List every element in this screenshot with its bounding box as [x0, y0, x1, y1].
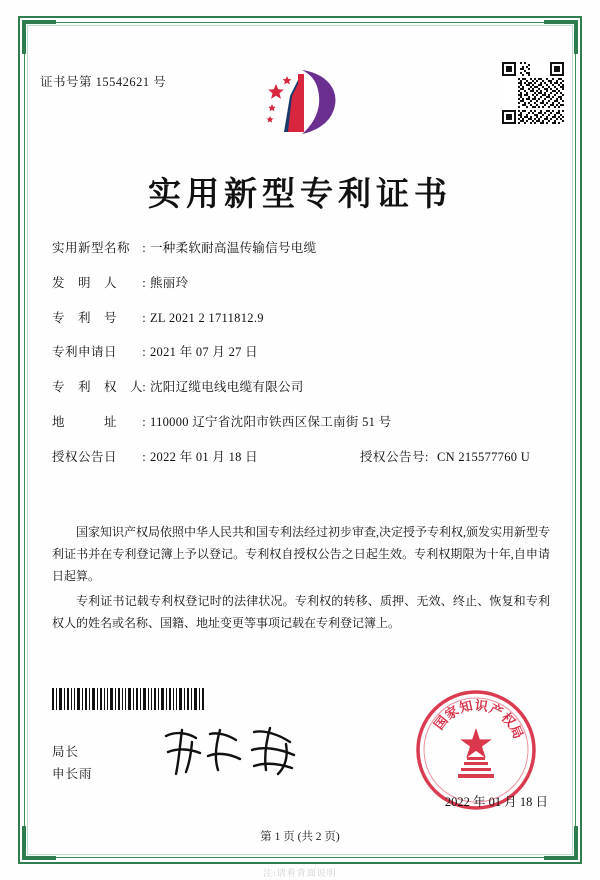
svg-text:权: 权 [498, 709, 519, 730]
signer-block [52, 742, 93, 786]
svg-text:国: 国 [431, 712, 451, 733]
field-label-address: 地 址 [52, 414, 118, 429]
field-value-invention-name: 一种柔软耐高温传输信号电缆 [150, 241, 317, 255]
svg-text:知: 知 [457, 697, 475, 716]
field-value-inventor: 熊丽玲 [150, 275, 189, 290]
legal-paragraph-2: 专利证书记载专利权登记时的法律状况。专利权的转移、质押、无效、终止、恢复和专利权人的姓名或名称、国籍、地址变更等事项记载在专利登记簿上。 [52, 593, 550, 630]
field-row-application-date [52, 344, 552, 360]
signer-role: 局长 [52, 745, 80, 759]
field-row-patent-number [52, 310, 552, 326]
field-value-address: 110000 辽宁省沈阳市铁西区保工南街 51 号 [150, 414, 392, 429]
legal-paragraph-1: 国家知识产权局依照中华人民共和国专利法经过初步审查,决定授予专利权,颁发实用新型专利证书并在专利登记簿上予以登记。专利权自授权公告之日起生效。专利权期限为十年,自申请日起算。 [52, 525, 551, 584]
field-label-grant-number: 授权公告号: [360, 449, 429, 464]
field-colon: : [142, 310, 146, 325]
svg-text:家: 家 [442, 702, 462, 723]
field-value-grant-date: 2022 年 01 月 18 日 [150, 449, 258, 464]
field-row-patentee [52, 379, 552, 395]
field-label-grant-date: 授权公告日 [52, 449, 118, 464]
field-label-patentee: 专 利 权 人 [52, 380, 144, 394]
field-value-patentee: 沈阳辽缆电线电缆有限公司 [150, 380, 304, 394]
field-colon: : [142, 449, 146, 464]
field-colon: : [142, 241, 146, 255]
field-label-inventor: 发 明 人 [52, 275, 118, 290]
field-colon: : [142, 345, 146, 360]
field-row-address [52, 414, 552, 430]
svg-text:局: 局 [507, 722, 527, 741]
field-value-grant-number: CN 215577760 U [436, 449, 531, 464]
field-value-patent-number: ZL 2021 2 1711812.9 [150, 310, 264, 325]
cnipa-logo-icon [246, 66, 356, 138]
field-label-patent-number: 专 利 号 [52, 310, 118, 325]
page-title: 实用新型专利证书 [148, 177, 452, 213]
corner-ornament-top-left [22, 20, 56, 54]
page-indicator: 第 1 页 (共 2 页) [260, 831, 340, 843]
field-label-invention-name: 实用新型名称 [52, 241, 131, 255]
field-colon: : [142, 414, 146, 429]
field-label-application-date: 专利申请日 [52, 345, 118, 360]
field-colon: : [142, 275, 146, 290]
field-list [52, 240, 552, 483]
footer-note: 注:请看背面说明 [263, 868, 337, 878]
field-row-invention-name [52, 240, 552, 256]
handwritten-signature-icon [158, 722, 308, 784]
seal-date: 2022 年 01 月 18 日 [444, 795, 548, 809]
certificate-number: 证书号第 15542621 号 [40, 75, 167, 89]
field-row-grant-announcement [52, 449, 552, 465]
legal-body-text [52, 521, 550, 636]
field-value-application-date: 2021 年 07 月 27 日 [150, 345, 258, 360]
svg-text:识: 识 [474, 697, 489, 715]
svg-text:产: 产 [486, 700, 506, 720]
field-row-inventor [52, 275, 552, 291]
qr-code-icon [502, 62, 564, 124]
barcode-icon [52, 688, 204, 710]
corner-ornament-top-right [544, 20, 578, 54]
signer-name: 申长雨 [52, 766, 93, 781]
field-colon: : [142, 380, 146, 394]
